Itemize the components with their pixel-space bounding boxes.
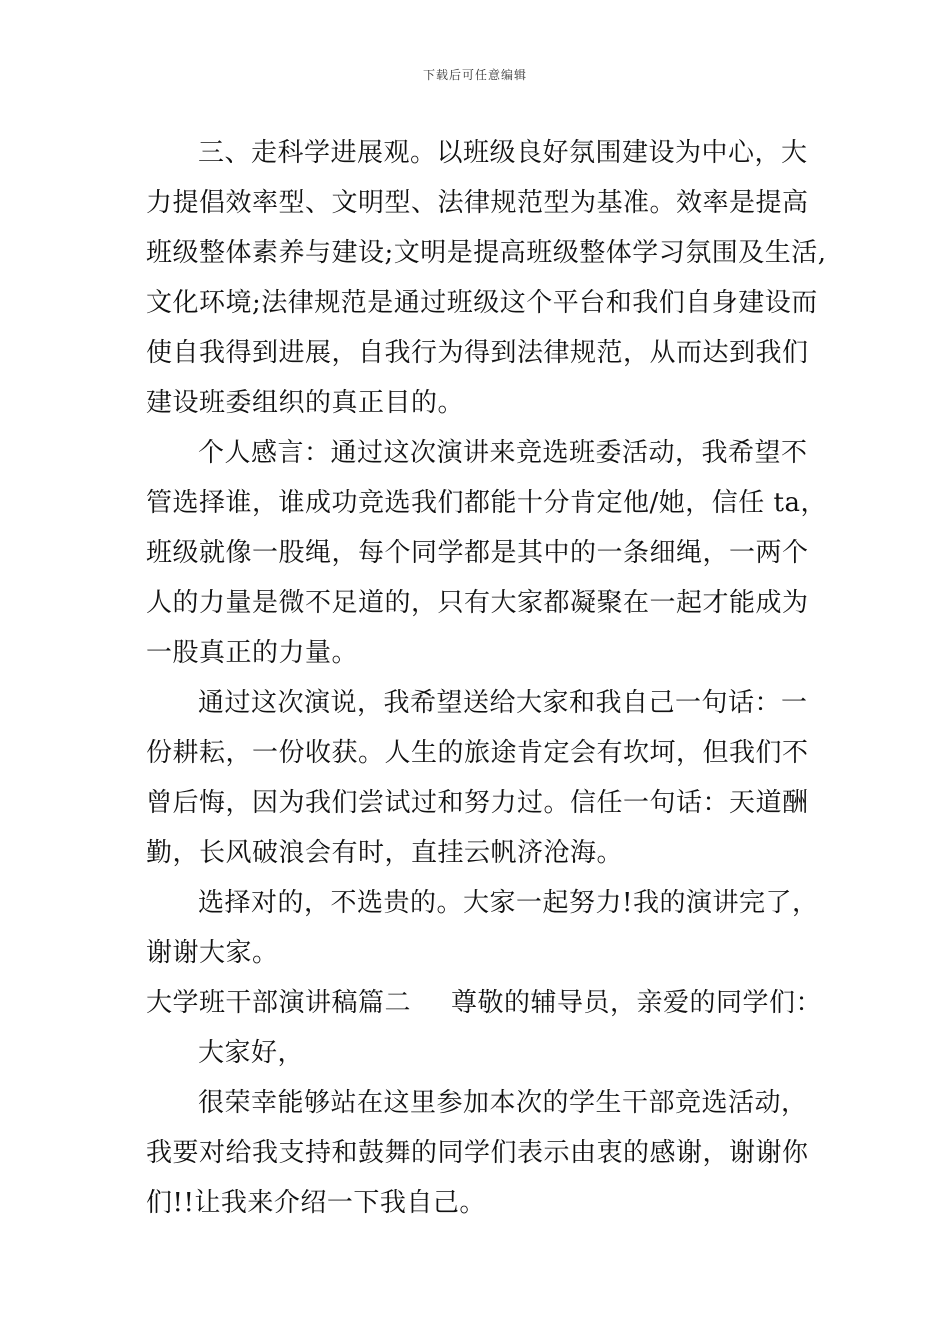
document-body xyxy=(146,128,827,1228)
text-line: 们!!让我来介绍一下我自己。 xyxy=(146,1188,486,1218)
text-line: 谢谢大家。 xyxy=(146,938,279,968)
text-line: 人的力量是微不足道的，只有大家都凝聚在一起才能成为 xyxy=(146,588,809,618)
text-line: 曾后悔，因为我们尝试过和努力过。信任一句话：天道酬 xyxy=(146,788,809,818)
paragraph-closing xyxy=(146,878,818,978)
text-line: 力提倡效率型、文明型、法律规范型为基准。效率是提高 xyxy=(146,188,809,218)
text-line: 选择对的，不选贵的。大家一起努力!我的演讲完了， xyxy=(198,888,819,918)
section-title: 大学班干部演讲稿篇二 xyxy=(146,988,412,1018)
paragraph-introduction xyxy=(146,1078,818,1228)
text-line: 使自我得到进展，自我行为得到法律规范，从而达到我们 xyxy=(146,338,809,368)
text-line: 建设班委组织的真正目的。 xyxy=(146,388,465,418)
text-line: 通过这次演说，我希望送给大家和我自己一句话：一 xyxy=(198,688,808,718)
text-line: 个人感言：通过这次演讲来竞选班委活动，我希望不 xyxy=(198,438,808,468)
salutation: 尊敬的辅导员，亲爱的同学们： xyxy=(451,988,823,1018)
text-line: 一股真正的力量。 xyxy=(146,638,359,668)
paragraph-personal-thoughts xyxy=(146,428,827,678)
greeting: 大家好， xyxy=(198,1038,305,1068)
paragraph-message xyxy=(146,678,818,878)
text-line: 管选择谁，谁成功竞选我们都能十分肯定他/她，信任 ta， xyxy=(146,488,827,518)
text-line: 文化环境;法律规范是通过班级这个平台和我们自身建设而 xyxy=(146,288,818,318)
section-heading-line xyxy=(146,978,823,1028)
text-line: 份耕耘，一份收获。人生的旅途肯定会有坎坷，但我们不 xyxy=(146,738,809,768)
text-line: 班级就像一股绳，每个同学都是其中的一条细绳，一两个 xyxy=(146,538,809,568)
text-line: 很荣幸能够站在这里参加本次的学生干部竞选活动， xyxy=(198,1088,808,1118)
download-note: 下载后可任意编辑 xyxy=(422,68,527,82)
paragraph-principles xyxy=(146,128,827,428)
text-line: 我要对给我支持和鼓舞的同学们表示由衷的感谢，谢谢你 xyxy=(146,1138,809,1168)
text-line: 勤，长风破浪会有时，直挂云帆济沧海。 xyxy=(146,838,624,868)
text-line: 班级整体素养与建设;文明是提高班级整体学习氛围及生活, xyxy=(146,238,827,268)
text-line: 三、走科学进展观。以班级良好氛围建设为中心，大 xyxy=(198,138,808,168)
